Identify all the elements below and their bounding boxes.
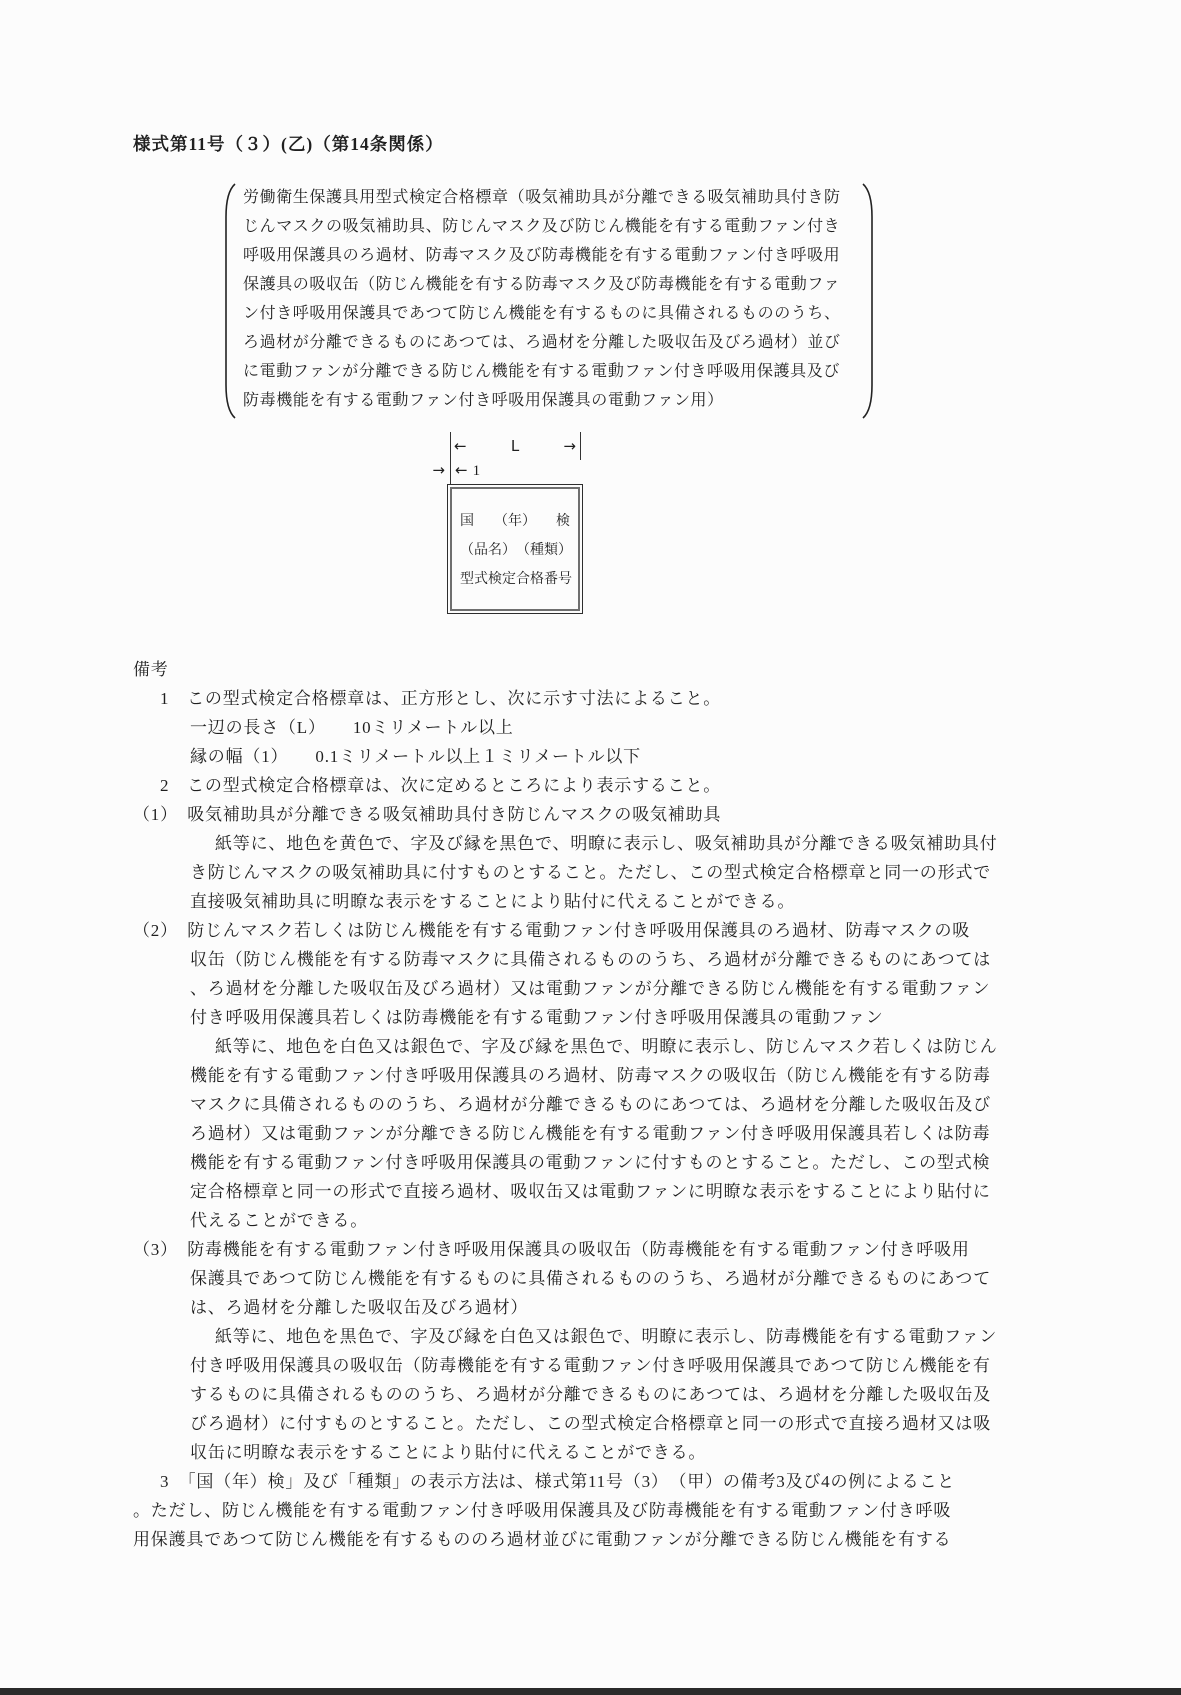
approval-mark-box	[447, 484, 583, 614]
remarks-line: 、ろ過材を分離した吸収缶及びろ過材）又は電動ファンが分離できる防じん機能を有する電動ファン	[190, 979, 991, 998]
remarks-line: 代えることができる。	[190, 1211, 368, 1230]
stamp-ken: 検	[556, 514, 570, 529]
remarks-line: 付き呼吸用保護具の吸収缶（防毒機能を有する電動ファン付き呼吸用保護具であつて防じん機能を有	[190, 1356, 991, 1375]
stamp-type: （種類）	[516, 543, 572, 558]
remarks-line: 3 「国（年）検」及び「種類」の表示方法は、様式第11号（3） （甲）の備考3及び4の例によること	[160, 1472, 956, 1491]
scan-bottom-edge-bar	[0, 1688, 1181, 1695]
remarks-line: 保護具であつて防じん機能を有するものに具備されるもののうち、ろ過材が分離できるものにあつて	[190, 1269, 991, 1288]
bracket-note-line: に電動ファンが分離できる防じん機能を有する電動ファン付き呼吸用保護具及び	[243, 363, 840, 380]
remarks-line: 直接吸気補助具に明瞭な表示をすることにより貼付に代えることができる。	[190, 892, 796, 911]
bracket-note-line: 労働衛生保護具用型式検定合格標章（吸気補助具が分離できる吸気補助具付き防	[243, 189, 841, 206]
remarks-line: 紙等に、地色を白色又は銀色で、字及び縁を黒色で、明瞭に表示し、防じんマスク若しくは防じん	[215, 1037, 998, 1056]
remarks-line: 。ただし、防じん機能を有する電動ファン付き呼吸用保護具及び防毒機能を有する電動ファン付き呼吸	[133, 1501, 952, 1520]
arrow-right-icon: →	[563, 437, 576, 455]
remarks-line: 機能を有する電動ファン付き呼吸用保護具の電動ファンに付すものとすること。ただし、この型式検	[190, 1153, 991, 1172]
remarks-line: 付き呼吸用保護具若しくは防毒機能を有する電動ファン付き呼吸用保護具の電動ファン	[190, 1008, 884, 1027]
border-width-label: 1	[472, 463, 481, 479]
stamp-row-name-type	[460, 539, 570, 559]
remarks-line: き防じんマスクの吸気補助具に付すものとすること。ただし、この型式検定合格標章と同一の形式で	[190, 863, 991, 882]
remarks-line: 紙等に、地色を黄色で、字及び縁を黒色で、明瞭に表示し、吸気補助具が分離できる吸気補助具付	[215, 834, 998, 853]
page-title: 様式第11号（３）(乙)（第14条関係）	[133, 134, 444, 154]
right-bracket-icon	[861, 181, 875, 426]
dimension-L	[454, 434, 576, 458]
remarks-section	[133, 655, 1033, 1554]
bracket-note-line: 呼吸用保護具のろ過材、防毒マスク及び防毒機能を有する電動ファン付き呼吸用	[243, 247, 841, 264]
bracket-note-line: 防毒機能を有する電動ファン付き呼吸用保護具の電動ファン用）	[243, 392, 724, 409]
stamp-approval-number: 型式検定合格番号	[460, 572, 572, 587]
remarks-lines	[133, 684, 1033, 1554]
remarks-line: （3） 防毒機能を有する電動ファン付き呼吸用保護具の吸収缶（防毒機能を有する電動ファン付き呼吸用	[133, 1240, 970, 1259]
remarks-line: 一辺の長さ（L） 10ミリメートル以上	[190, 718, 514, 737]
remarks-line: は、ろ過材を分離した吸収缶及びろ過材）	[190, 1298, 529, 1317]
remarks-line: 1 この型式検定合格標章は、正方形とし、次に示す寸法によること。	[160, 689, 722, 708]
remarks-line: 2 この型式検定合格標章は、次に定めるところにより表示すること。	[160, 776, 722, 795]
approval-mark-inner	[450, 487, 580, 611]
border-dimension-outer-arrow-icon: →	[432, 461, 445, 479]
dimension-L-label: L	[510, 437, 520, 455]
bracket-note-line: じんマスクの吸気補助具、防じんマスク及び防じん機能を有する電動ファン付き	[243, 218, 841, 235]
remarks-line: 機能を有する電動ファン付き呼吸用保護具のろ過材、防毒マスクの吸収缶（防じん機能を有する防毒	[190, 1066, 991, 1085]
left-bracket-icon	[223, 181, 237, 426]
bracket-note-line: 保護具の吸収缶（防じん機能を有する防毒マスク及び防毒機能を有する電動ファ	[243, 276, 841, 293]
remarks-heading: 備考	[133, 660, 169, 679]
remarks-line: 縁の幅（1） 0.1ミリメートル以上１ミリメートル以下	[190, 747, 641, 766]
remarks-line: 定合格標章と同一の形式で直接ろ過材、吸収缶又は電動ファンに明瞭な表示をすることにより貼付に	[190, 1182, 991, 1201]
remarks-line: びろ過材）に付すものとすること。ただし、この型式検定合格標章と同一の形式で直接ろ過材又は吸	[190, 1414, 991, 1433]
remarks-line: するものに具備されるもののうち、ろ過材が分離できるものにあつては、ろ過材を分離した吸収缶及	[190, 1385, 991, 1404]
bracket-note-line: ろ過材が分離できるものにあつては、ろ過材を分離した吸収缶及びろ過材）並び	[243, 334, 841, 351]
remarks-line: マスクに具備されるもののうち、ろ過材が分離できるものにあつては、ろ過材を分離した吸収缶及び	[190, 1095, 991, 1114]
remarks-line: （2） 防じんマスク若しくは防じん機能を有する電動ファン付き呼吸用保護具のろ過材、防毒マスクの吸	[133, 921, 971, 940]
dimension-tick-right	[580, 432, 581, 460]
bracket-note-line: ン付き呼吸用保護具であつて防じん機能を有するものに具備されるもののうち、	[243, 305, 841, 322]
bracket-note	[223, 181, 1033, 426]
remarks-line: （1） 吸気補助具が分離できる吸気補助具付き防じんマスクの吸気補助具	[133, 805, 722, 824]
arrow-left-icon: ←	[454, 437, 467, 455]
remarks-line: ろ過材）又は電動ファンが分離できる防じん機能を有する電動ファン付き呼吸用保護具若しくは防毒	[190, 1124, 991, 1143]
stamp-product-name: （品名）	[460, 543, 516, 558]
stamp-row-country-year-ken	[460, 510, 570, 530]
remarks-line: 用保護具であつて防じん機能を有するもののろ過材並びに電動ファンが分離できる防じん機能を有する	[133, 1530, 952, 1549]
bracket-note-lines	[237, 181, 861, 426]
remarks-line: 収缶に明瞭な表示をすることにより貼付に代えることができる。	[190, 1443, 707, 1462]
remarks-line: 収缶（防じん機能を有する防毒マスクに具備されるもののうち、ろ過材が分離できるものにあつては	[190, 950, 991, 969]
arrow-left-icon: ←	[455, 461, 468, 479]
dimension-border-width	[455, 460, 480, 480]
dimension-tick-left	[450, 432, 451, 484]
document-content	[133, 131, 1033, 1554]
stamp-diagram	[432, 434, 583, 618]
stamp-year: （年）	[494, 514, 536, 529]
remarks-line: 紙等に、地色を黒色で、字及び縁を白色又は銀色で、明瞭に表示し、防毒機能を有する電動ファン	[215, 1327, 998, 1346]
stamp-country: 国	[460, 514, 474, 529]
